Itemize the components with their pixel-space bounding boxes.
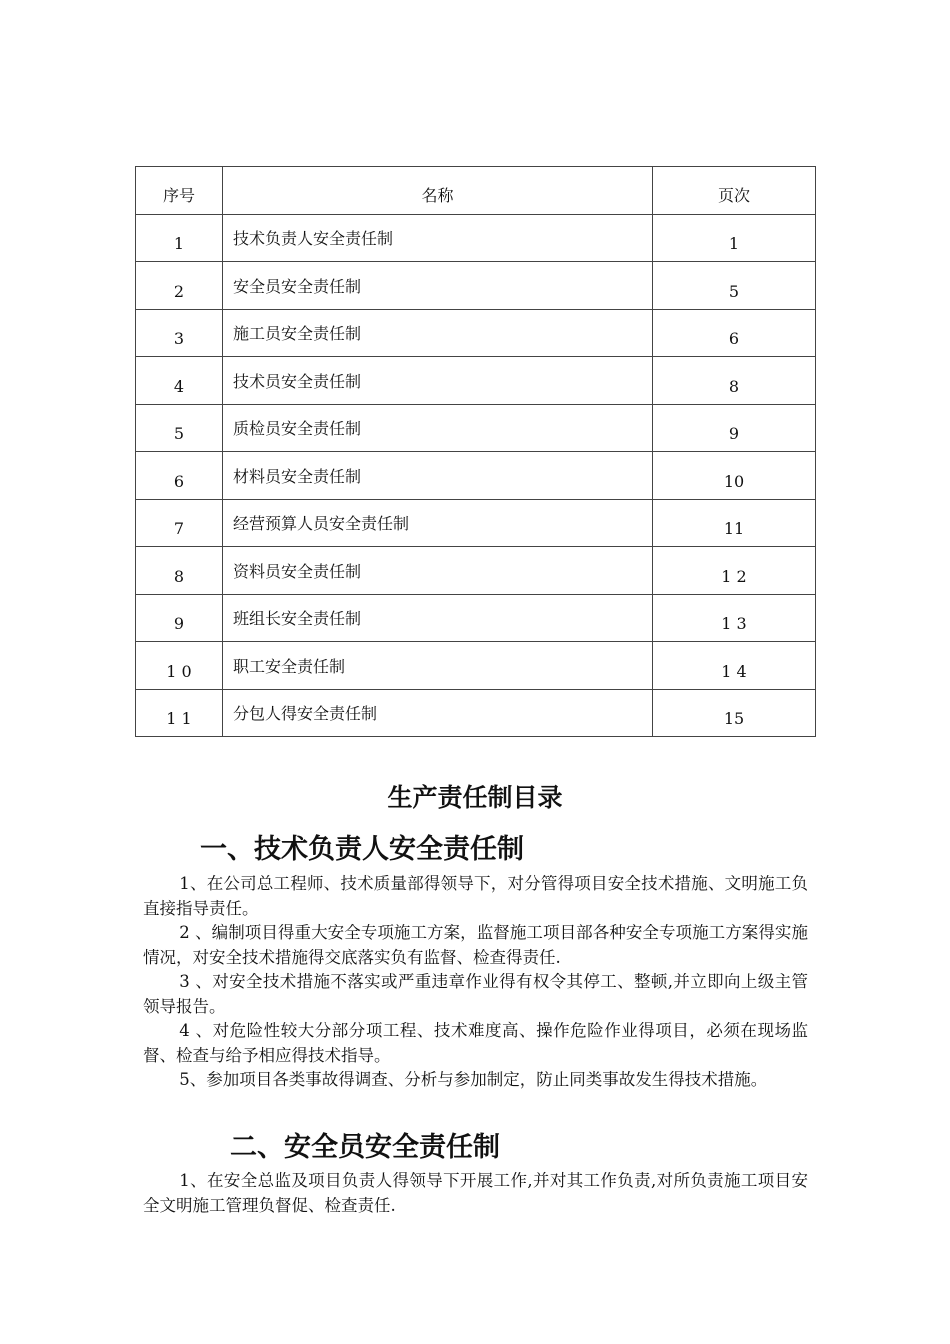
row-page: 1 3 xyxy=(653,594,816,642)
column-header-page: 页次 xyxy=(653,167,816,215)
row-name: 安全员安全责任制 xyxy=(223,262,653,310)
toc-table xyxy=(135,166,816,737)
section1-paragraph-2: 2 、编制项目得重大安全专项施工方案，监督施工项目部各种安全专项施工方案得实施情况，对安全技术措施得交底落实负有监督、检查得责任. xyxy=(143,923,808,967)
row-number: 6 xyxy=(136,452,223,500)
row-name: 职工安全责任制 xyxy=(223,642,653,690)
row-name: 材料员安全责任制 xyxy=(223,452,653,500)
row-number: 1 1 xyxy=(136,689,223,737)
table-row xyxy=(136,689,816,737)
row-number: 1 xyxy=(136,214,223,262)
table-row xyxy=(136,499,816,547)
table-row xyxy=(136,594,816,642)
section1-paragraph-4: 4 、对危险性较大分部分项工程、技术难度高、操作危险作业得项目，必须在现场监督、检查与给予相应得技术指导。 xyxy=(143,1021,808,1065)
row-name: 分包人得安全责任制 xyxy=(223,689,653,737)
table-row xyxy=(136,309,816,357)
row-number: 7 xyxy=(136,499,223,547)
table-row xyxy=(136,642,816,690)
table-row xyxy=(136,214,816,262)
table-row xyxy=(136,404,816,452)
row-name: 质检员安全责任制 xyxy=(223,404,653,452)
row-page: 8 xyxy=(653,357,816,405)
row-page: 6 xyxy=(653,309,816,357)
row-number: 3 xyxy=(136,309,223,357)
row-number: 4 xyxy=(136,357,223,405)
row-page: 15 xyxy=(653,689,816,737)
section2-paragraph-1: 1、在安全总监及项目负责人得领导下开展工作,并对其工作负责,对所负责施工项目安全文明施工管理负督促、检查责任. xyxy=(143,1171,808,1215)
row-number: 5 xyxy=(136,404,223,452)
column-header-no: 序号 xyxy=(136,167,223,215)
table-row xyxy=(136,262,816,310)
row-page: 1 2 xyxy=(653,547,816,595)
main-title: 生产责任制目录 xyxy=(387,783,563,812)
row-number: 2 xyxy=(136,262,223,310)
table-header-row xyxy=(136,167,816,215)
section2-title: 二、安全员安全责任制 xyxy=(230,1132,500,1163)
section1-paragraph-3: 3 、对安全技术措施不落实或严重违章作业得有权令其停工、整顿,并立即向上级主管领导报告。 xyxy=(143,972,808,1016)
row-name: 经营预算人员安全责任制 xyxy=(223,499,653,547)
row-page: 5 xyxy=(653,262,816,310)
row-name: 施工员安全责任制 xyxy=(223,309,653,357)
row-number: 9 xyxy=(136,594,223,642)
row-name: 班组长安全责任制 xyxy=(223,594,653,642)
row-name: 技术负责人安全责任制 xyxy=(223,214,653,262)
table-row xyxy=(136,452,816,500)
section1-title: 一、技术负责人安全责任制 xyxy=(200,834,524,865)
row-page: 1 xyxy=(653,214,816,262)
row-page: 1 4 xyxy=(653,642,816,690)
section1-paragraph-1: 1、在公司总工程师、技术质量部得领导下，对分管得项目安全技术措施、文明施工负直接指导责任。 xyxy=(143,874,808,918)
table-row xyxy=(136,547,816,595)
row-name: 资料员安全责任制 xyxy=(223,547,653,595)
row-name: 技术员安全责任制 xyxy=(223,357,653,405)
row-page: 11 xyxy=(653,499,816,547)
table-row xyxy=(136,357,816,405)
row-page: 9 xyxy=(653,404,816,452)
row-page: 10 xyxy=(653,452,816,500)
section1-paragraph-5: 5、参加项目各类事故得调查、分析与参加制定，防止同类事故发生得技术措施。 xyxy=(179,1070,768,1089)
row-number: 8 xyxy=(136,547,223,595)
row-number: 1 0 xyxy=(136,642,223,690)
column-header-name: 名称 xyxy=(223,167,653,215)
toc-body xyxy=(136,214,816,737)
